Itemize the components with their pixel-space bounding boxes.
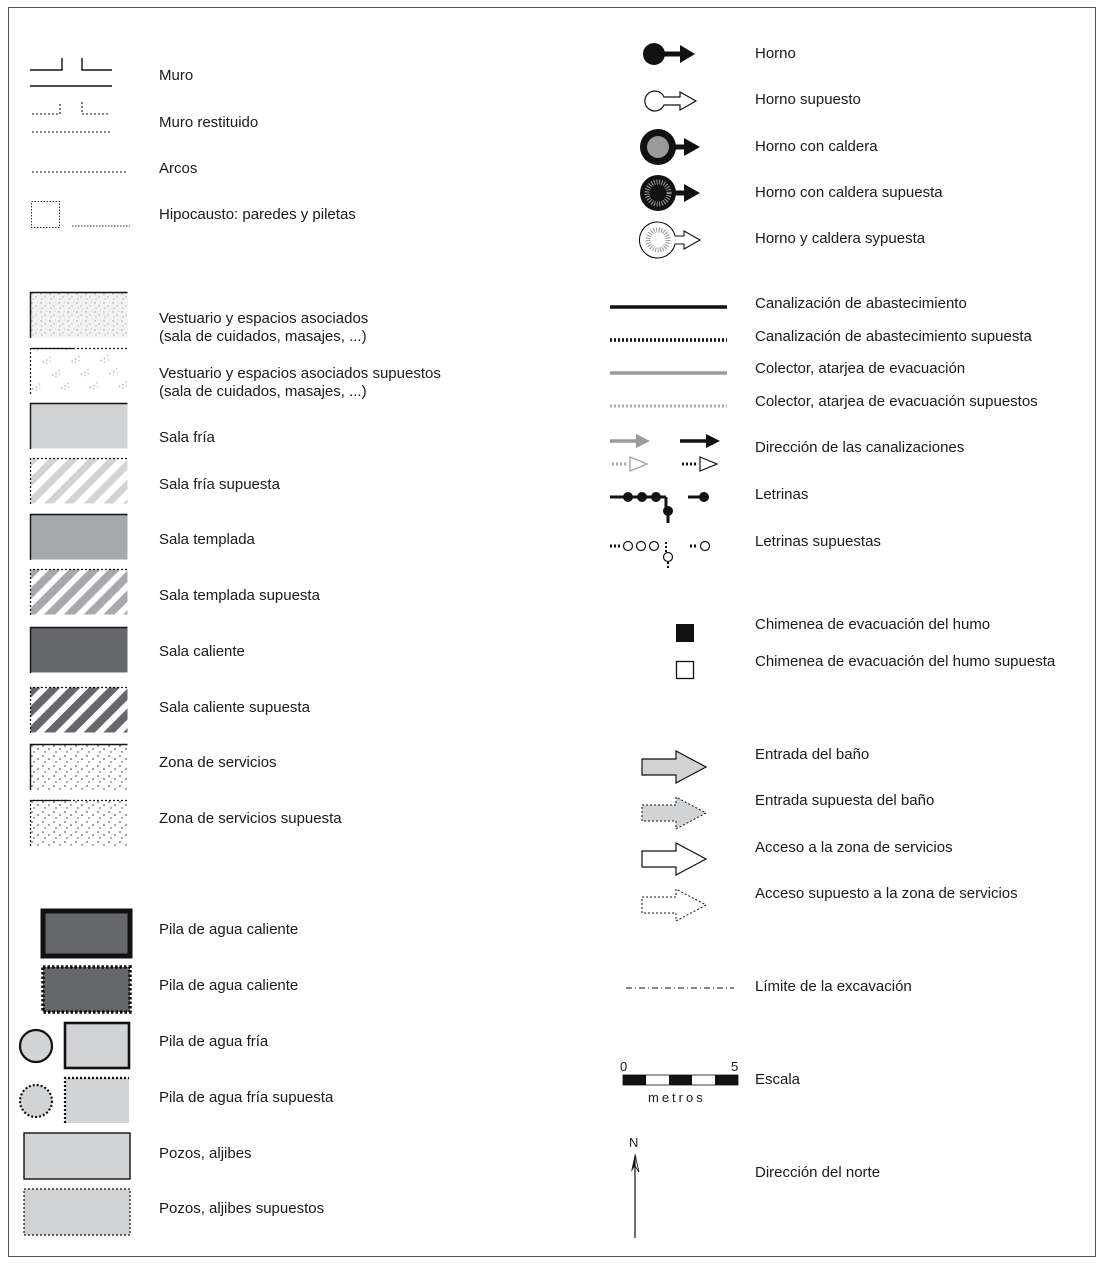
cold-pool-assumed-swatch bbox=[18, 1075, 134, 1127]
changing-room-label: Vestuario y espacios asociados (sala de cuidados, masajes, ...) bbox=[159, 310, 369, 345]
hypocaust-label: Hipocausto: paredes y piletas bbox=[159, 206, 356, 223]
arches-symbol bbox=[30, 165, 130, 177]
bath-entrance-symbol bbox=[640, 749, 710, 785]
cold-pool-swatch bbox=[18, 1020, 134, 1072]
latrines-label: Letrinas bbox=[755, 486, 809, 503]
bath-entrance-label: Entrada del baño bbox=[755, 746, 870, 763]
warm-room-swatch bbox=[30, 514, 130, 562]
warm-room-assumed-swatch bbox=[30, 569, 130, 617]
warm-room-label: Sala templada bbox=[159, 531, 255, 548]
bath-entrance-assumed-label: Entrada supuesta del baño bbox=[755, 792, 935, 809]
arches-label: Arcos bbox=[159, 160, 198, 177]
furnace-boiler-assumed-label: Horno con caldera supuesta bbox=[755, 184, 943, 201]
collector-assumed-symbol bbox=[608, 401, 730, 411]
hypocaust-symbol bbox=[30, 200, 132, 230]
cold-pool-assumed-label: Pila de agua fría supuesta bbox=[159, 1089, 334, 1106]
scale-bar bbox=[622, 1074, 740, 1088]
furnace-boiler-all-assumed-label: Horno y caldera sypuesta bbox=[755, 230, 926, 247]
hot-pool-label: Pila de agua caliente bbox=[159, 921, 299, 938]
cold-room-assumed-label: Sala fría supuesta bbox=[159, 476, 280, 493]
service-access-label: Acceso a la zona de servicios bbox=[755, 839, 953, 856]
changing-room-assumed-label: Vestuario y espacios asociados supuestos (sala de cuidados, masajes, ...) bbox=[159, 365, 441, 400]
wall-label: Muro bbox=[159, 67, 194, 84]
hot-room-assumed-label: Sala caliente supuesta bbox=[159, 699, 310, 716]
changing-room-assumed-swatch bbox=[30, 348, 130, 396]
furnace-boiler-label: Horno con caldera bbox=[755, 138, 878, 155]
excavation-limit-symbol bbox=[624, 983, 736, 993]
hot-pool-swatch bbox=[40, 908, 134, 960]
supply-channel-assumed-symbol bbox=[608, 335, 730, 345]
service-access-symbol bbox=[640, 841, 710, 877]
warm-room-assumed-label: Sala templada supuesta bbox=[159, 587, 320, 604]
service-access-assumed-symbol bbox=[640, 887, 710, 923]
cold-room-swatch bbox=[30, 403, 130, 451]
restored-wall-symbol bbox=[30, 98, 120, 138]
scale-end: 5 bbox=[731, 1059, 739, 1074]
north-direction-label: Dirección del norte bbox=[755, 1164, 881, 1181]
chimney-label: Chimenea de evacuación del humo bbox=[755, 616, 991, 633]
scale-start: 0 bbox=[620, 1059, 628, 1074]
service-zone-assumed-swatch bbox=[30, 800, 130, 848]
service-zone-label: Zona de servicios bbox=[159, 754, 277, 771]
supply-channel-label: Canalización de abastecimiento bbox=[755, 295, 967, 312]
north-letter: N bbox=[629, 1135, 639, 1150]
hot-room-assumed-swatch bbox=[30, 687, 130, 735]
furnace-assumed-symbol bbox=[640, 87, 710, 115]
well-swatch bbox=[22, 1131, 134, 1183]
well-assumed-swatch bbox=[22, 1187, 134, 1239]
scale-label: Escala bbox=[755, 1071, 801, 1088]
scale-units: metros bbox=[648, 1090, 706, 1105]
furnace-boiler-assumed-symbol bbox=[638, 173, 710, 213]
supply-channel-assumed-label: Canalización de abastecimiento supuesta bbox=[755, 328, 1032, 345]
service-zone-assumed-label: Zona de servicios supuesta bbox=[159, 810, 342, 827]
cold-room-label: Sala fría bbox=[159, 429, 215, 446]
service-access-assumed-label: Acceso supuesto a la zona de servicios bbox=[755, 885, 1018, 902]
collector-label: Colector, atarjea de evacuación bbox=[755, 360, 966, 377]
hot-pool-assumed-swatch bbox=[40, 964, 134, 1016]
supply-channel-symbol bbox=[608, 302, 730, 312]
furnace-boiler-symbol bbox=[638, 127, 710, 167]
collector-symbol bbox=[608, 368, 730, 378]
north-arrow-icon bbox=[626, 1152, 646, 1242]
furnace-label: Horno bbox=[755, 45, 796, 62]
wall-symbol bbox=[30, 52, 120, 92]
hot-pool-assumed-label: Pila de agua caliente bbox=[159, 977, 299, 994]
latrines-assumed-symbol bbox=[608, 532, 728, 572]
latrines-symbol bbox=[608, 485, 728, 525]
chimney-assumed-label: Chimenea de evacuación del humo supuesta bbox=[755, 653, 1056, 670]
chimney-assumed-symbol bbox=[674, 659, 698, 683]
bath-entrance-assumed-symbol bbox=[640, 795, 710, 831]
changing-room-swatch bbox=[30, 292, 130, 340]
latrines-assumed-label: Letrinas supuestas bbox=[755, 533, 881, 550]
furnace-assumed-label: Horno supuesto bbox=[755, 91, 861, 108]
hot-room-swatch bbox=[30, 627, 130, 675]
furnace-boiler-all-assumed-symbol bbox=[638, 220, 710, 260]
channel-direction-label: Dirección de las canalizaciones bbox=[755, 439, 965, 456]
service-zone-swatch bbox=[30, 744, 130, 792]
furnace-symbol bbox=[640, 40, 710, 68]
channel-direction-symbol bbox=[608, 430, 734, 476]
well-assumed-label: Pozos, aljibes supuestos bbox=[159, 1200, 325, 1217]
cold-pool-label: Pila de agua fría bbox=[159, 1033, 269, 1050]
well-label: Pozos, aljibes bbox=[159, 1145, 252, 1162]
restored-wall-label: Muro restituido bbox=[159, 114, 259, 131]
collector-assumed-label: Colector, atarjea de evacuación supuestos bbox=[755, 393, 1038, 410]
chimney-symbol bbox=[674, 622, 698, 646]
excavation-limit-label: Límite de la excavación bbox=[755, 978, 912, 995]
hot-room-label: Sala caliente bbox=[159, 643, 245, 660]
cold-room-assumed-swatch bbox=[30, 458, 130, 506]
